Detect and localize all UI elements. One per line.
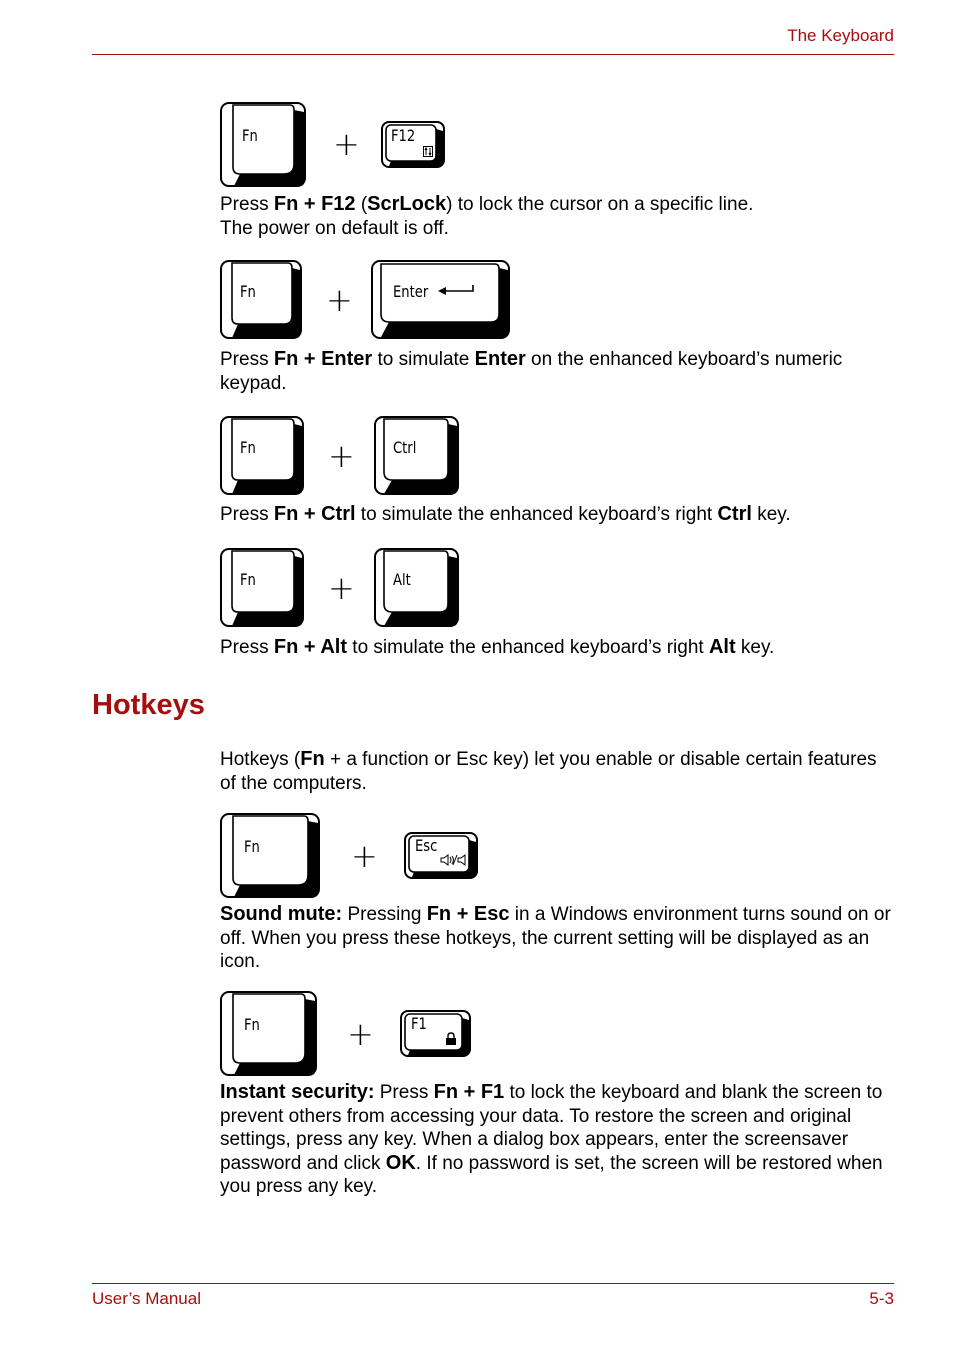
alt-key	[374, 548, 459, 627]
hotkeys-heading: Hotkeys	[92, 689, 205, 721]
padlock-icon	[445, 1032, 457, 1046]
plus-sign: +	[328, 569, 355, 607]
f12-key	[381, 121, 445, 168]
enter-description: Press Fn + Enter to simulate Enter on the enhanced keyboard’s numeric keypad.	[220, 348, 843, 394]
fn-key-6	[220, 991, 317, 1076]
fn-key-label: Fn	[240, 570, 256, 589]
enter-key	[371, 260, 510, 339]
scrlock-description: Press Fn + F12 (ScrLock) to lock the cursor on a specific line. The power on default is off.	[220, 193, 754, 239]
fn-key-2	[220, 260, 302, 339]
page-number: 5-3	[869, 1289, 894, 1308]
plus-sign: +	[328, 437, 355, 475]
fn-key-label: Fn	[240, 438, 256, 457]
plus-sign: +	[326, 281, 353, 319]
plus-sign: +	[351, 837, 378, 875]
alt-key-label: Alt	[393, 570, 411, 589]
ctrl-description: Press Fn + Ctrl to simulate the enhanced keyboard’s right Ctrl key.	[220, 503, 791, 525]
plus-sign: +	[333, 125, 360, 163]
f12-key-label: F12	[391, 126, 416, 145]
scroll-lock-icon	[423, 146, 433, 157]
plus-sign: +	[347, 1015, 374, 1053]
fn-key-label: Fn	[244, 837, 260, 856]
fn-key-label: Fn	[242, 126, 258, 145]
fn-key-4	[220, 548, 304, 627]
esc-key-label: Esc	[415, 836, 438, 855]
fn-key-1	[220, 102, 306, 187]
f1-key-label: F1	[411, 1014, 427, 1033]
speaker-mute-icon	[440, 854, 466, 866]
fn-key-5	[220, 813, 320, 898]
sound-mute-description: Sound mute: Pressing Fn + Esc in a Windows environment turns sound on or off. When you press these hotkeys, the current setting will be displayed as an icon.	[220, 903, 891, 972]
enter-arrow-icon	[437, 284, 475, 296]
instant-security-description: Instant security: Press Fn + F1 to lock the keyboard and blank the screen to prevent others from accessing your data. To restore the screen and original settings, press any key. When a dialog box appears, enter the screensaver password and click OK. If no password is set, the screen will be restored when you press any key.	[220, 1081, 883, 1197]
alt-description: Press Fn + Alt to simulate the enhanced keyboard’s right Alt key.	[220, 636, 775, 658]
hotkeys-intro: Hotkeys (Fn + a function or Esc key) let you enable or disable certain features of the computers.	[220, 748, 877, 794]
f1-key	[400, 1010, 471, 1057]
footer-rule	[92, 1283, 894, 1284]
ctrl-key	[374, 416, 459, 495]
ctrl-key-label: Ctrl	[393, 438, 417, 457]
enter-key-label: Enter	[393, 282, 429, 301]
fn-key-label: Fn	[244, 1015, 260, 1034]
fn-key-label: Fn	[240, 282, 256, 301]
running-header: The Keyboard	[787, 26, 894, 45]
header-rule	[92, 54, 894, 55]
fn-key-3	[220, 416, 304, 495]
footer-manual-title: User’s Manual	[92, 1289, 201, 1308]
esc-key	[404, 832, 478, 879]
